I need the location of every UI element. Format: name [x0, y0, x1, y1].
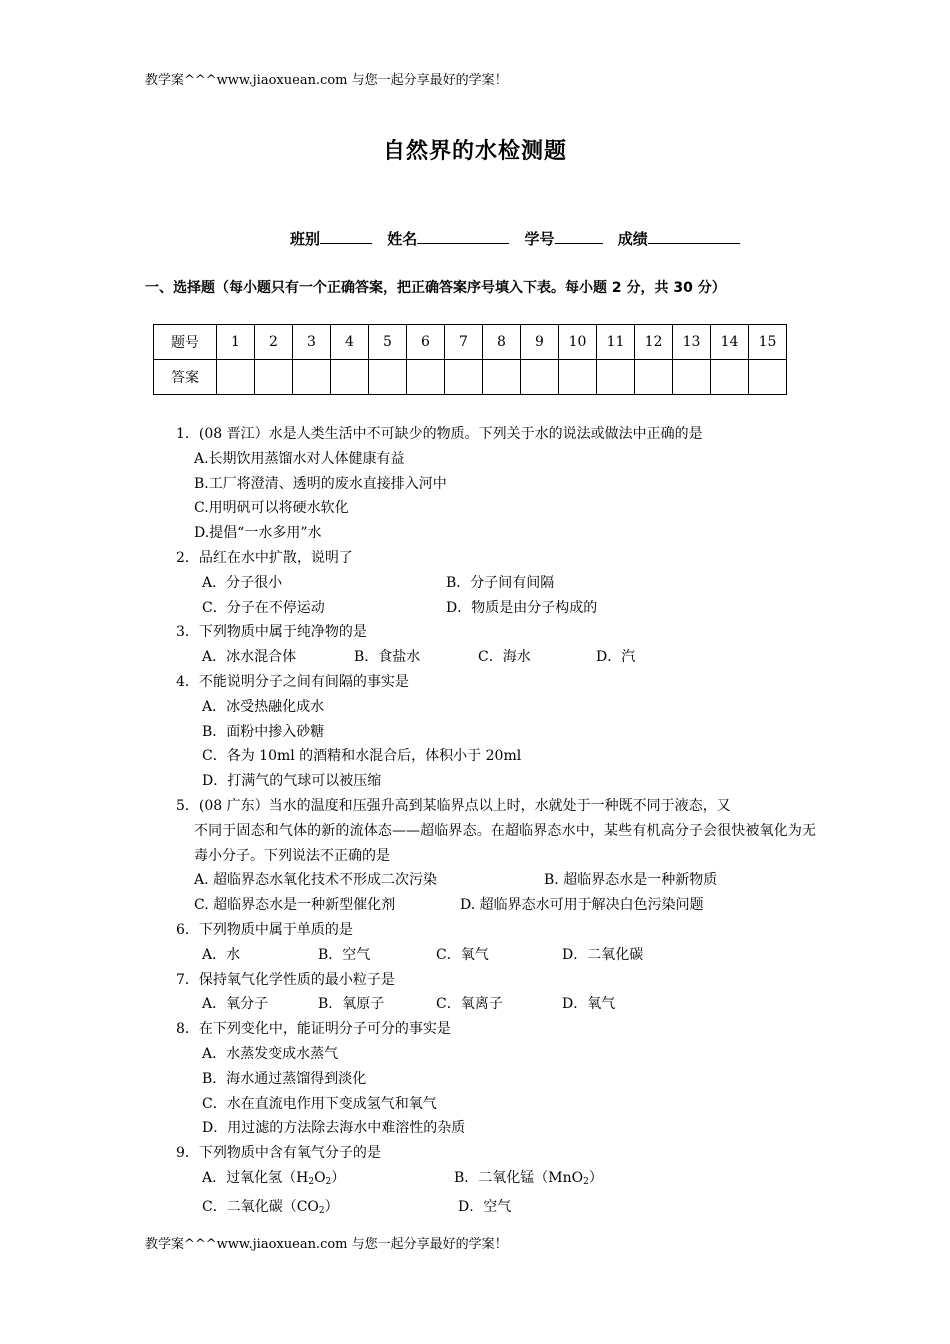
question-stem: 7．保持氧气化学性质的最小粒子是: [176, 971, 395, 988]
table-cell: 6: [407, 325, 445, 360]
option: D.提倡“一水多用”水: [194, 525, 322, 542]
option: D．氧气: [562, 996, 616, 1013]
page-title: 自然界的水检测题: [382, 139, 567, 164]
answer-cell[interactable]: [293, 360, 331, 395]
answer-cell[interactable]: [217, 360, 255, 395]
section-heading: 一、选择题（每小题只有一个正确答案，把正确答案序号填入下表。每小题 2 分，共 30 分）: [145, 280, 726, 296]
answer-cell[interactable]: [483, 360, 521, 395]
table-cell: 12: [635, 325, 673, 360]
table-cell: 4: [331, 325, 369, 360]
option: D．汽: [596, 649, 636, 666]
option-row: [176, 1195, 816, 1224]
table-cell: 8: [483, 325, 521, 360]
option: C．分子在不停运动: [202, 599, 325, 616]
option: C．各为 10ml 的酒精和水混合后，体积小于 20ml: [202, 748, 522, 765]
answer-cell[interactable]: [445, 360, 483, 395]
option: B．食盐水: [354, 649, 421, 666]
table-cell: 14: [711, 325, 749, 360]
option-row: [176, 1166, 816, 1195]
answer-cell[interactable]: [711, 360, 749, 395]
option: C. 超临界态水是一种新型催化剂: [194, 897, 396, 914]
table-cell: 10: [559, 325, 597, 360]
name-blank: [417, 229, 509, 244]
option: C．二氧化碳$(CO_2)$: [202, 1198, 339, 1216]
id-label: 学号: [524, 230, 555, 248]
option: D．空气: [458, 1198, 512, 1215]
option: D．二氧化碳: [562, 946, 644, 963]
question-stem: 8．在下列变化中，能证明分子可分的事实是: [176, 1021, 451, 1038]
answer-table: [153, 324, 787, 395]
table-cell: 7: [445, 325, 483, 360]
option: C．海水: [478, 649, 531, 666]
question-stem: 1．(08 晋江）水是人类生活中不可缺少的物质。下列关于水的说法或做法中正确的是: [176, 426, 703, 442]
option: C．氧离子: [436, 996, 503, 1013]
id-blank: [555, 229, 603, 244]
question-stem: 9．下列物质中含有氧气分子的是: [176, 1145, 381, 1162]
option-row: [176, 571, 816, 596]
question-stem: 4．不能说明分子之间有间隔的事实是: [176, 673, 409, 690]
answer-cell[interactable]: [521, 360, 559, 395]
score-blank: [648, 229, 740, 244]
option: C．氧气: [436, 946, 489, 963]
option: A．水: [202, 946, 241, 963]
question-stem: 2．品红在水中扩散，说明了: [176, 549, 353, 566]
answer-cell[interactable]: [597, 360, 635, 395]
option: A. 超临界态水氧化技术不形成二次污染: [194, 872, 438, 889]
table-cell: 11: [597, 325, 635, 360]
page-footer: 教学案^^^www.jiaoxuean.com 与您一起分享最好的学案！: [145, 1237, 508, 1252]
answer-row-label: 答案: [154, 360, 217, 395]
option: D．打满气的气球可以被压缩: [202, 773, 382, 790]
page-header: 教学案^^^www.jiaoxuean.com 与您一起分享最好的学案！: [145, 73, 508, 88]
option: A．氧分子: [202, 996, 269, 1013]
option: A．冰受热融化成水: [202, 698, 325, 715]
option: B.工厂将澄清、透明的废水直接排入河中: [194, 475, 447, 492]
score-label: 成绩: [617, 230, 648, 248]
answer-cell[interactable]: [255, 360, 293, 395]
option: C．水在直流电作用下变成氢气和氧气: [202, 1095, 437, 1112]
option: B. 超临界态水是一种新物质: [544, 872, 718, 889]
option: B．海水通过蒸馏得到淡化: [202, 1070, 367, 1087]
question-stem: 5．(08 广东）当水的温度和压强升高到某临界点以上时，水就处于一种既不同于液态，又: [176, 797, 731, 814]
answer-cell[interactable]: [407, 360, 445, 395]
answer-cell[interactable]: [673, 360, 711, 395]
table-row: [154, 360, 787, 395]
option: B．二氧化锰（MnO$_2$）: [454, 1169, 603, 1187]
option: A．分子很小: [202, 574, 283, 591]
option: A．水蒸发变成水蒸气: [202, 1045, 339, 1062]
table-row: [154, 325, 787, 360]
answer-cell[interactable]: [635, 360, 673, 395]
answer-cell[interactable]: [331, 360, 369, 395]
option: B．空气: [318, 946, 371, 963]
table-header-label: 题号: [154, 325, 217, 360]
answer-cell[interactable]: [559, 360, 597, 395]
answer-cell[interactable]: [369, 360, 407, 395]
question-stem: 6．下列物质中属于单质的是: [176, 921, 353, 938]
option: B．分子间有间隔: [446, 574, 555, 591]
question-list: [176, 422, 816, 1224]
class-label: 班别: [290, 230, 321, 248]
option-row: [176, 868, 816, 893]
student-info: [290, 228, 740, 249]
option-row: [176, 992, 816, 1017]
table-cell: 5: [369, 325, 407, 360]
option: D．物质是由分子构成的: [446, 599, 598, 616]
answer-cell[interactable]: [749, 360, 787, 395]
option: A．冰水混合体: [202, 649, 297, 666]
question-stem: 3．下列物质中属于纯净物的是: [176, 624, 367, 641]
table-cell: 15: [749, 325, 787, 360]
option: A.长期饮用蒸馏水对人体健康有益: [194, 450, 405, 467]
class-blank: [320, 229, 372, 244]
question-stem-continued: 不同于固态和气体的新的流体态——超临界态。在超临界态水中，某些有机高分子会很快被氧化为无毒小分子。下列说法不正确的是: [194, 822, 816, 864]
option-row: [176, 893, 816, 918]
table-cell: 13: [673, 325, 711, 360]
table-cell: 2: [255, 325, 293, 360]
option: D. 超临界态水可用于解决白色污染问题: [460, 897, 704, 914]
table-cell: 9: [521, 325, 559, 360]
table-cell: 3: [293, 325, 331, 360]
option: A．过氧化氢$(H_2O_2)$: [202, 1169, 346, 1187]
option: C.用明矾可以将硬水软化: [194, 500, 349, 517]
table-cell: 1: [217, 325, 255, 360]
option-row: [176, 596, 816, 621]
option-row: [176, 943, 816, 968]
option: D．用过滤的方法除去海水中难溶性的杂质: [202, 1120, 466, 1137]
name-label: 姓名: [387, 230, 418, 248]
option: B．面粉中掺入砂糖: [202, 723, 325, 740]
option: B．氧原子: [318, 996, 385, 1013]
option-row: [176, 645, 816, 670]
